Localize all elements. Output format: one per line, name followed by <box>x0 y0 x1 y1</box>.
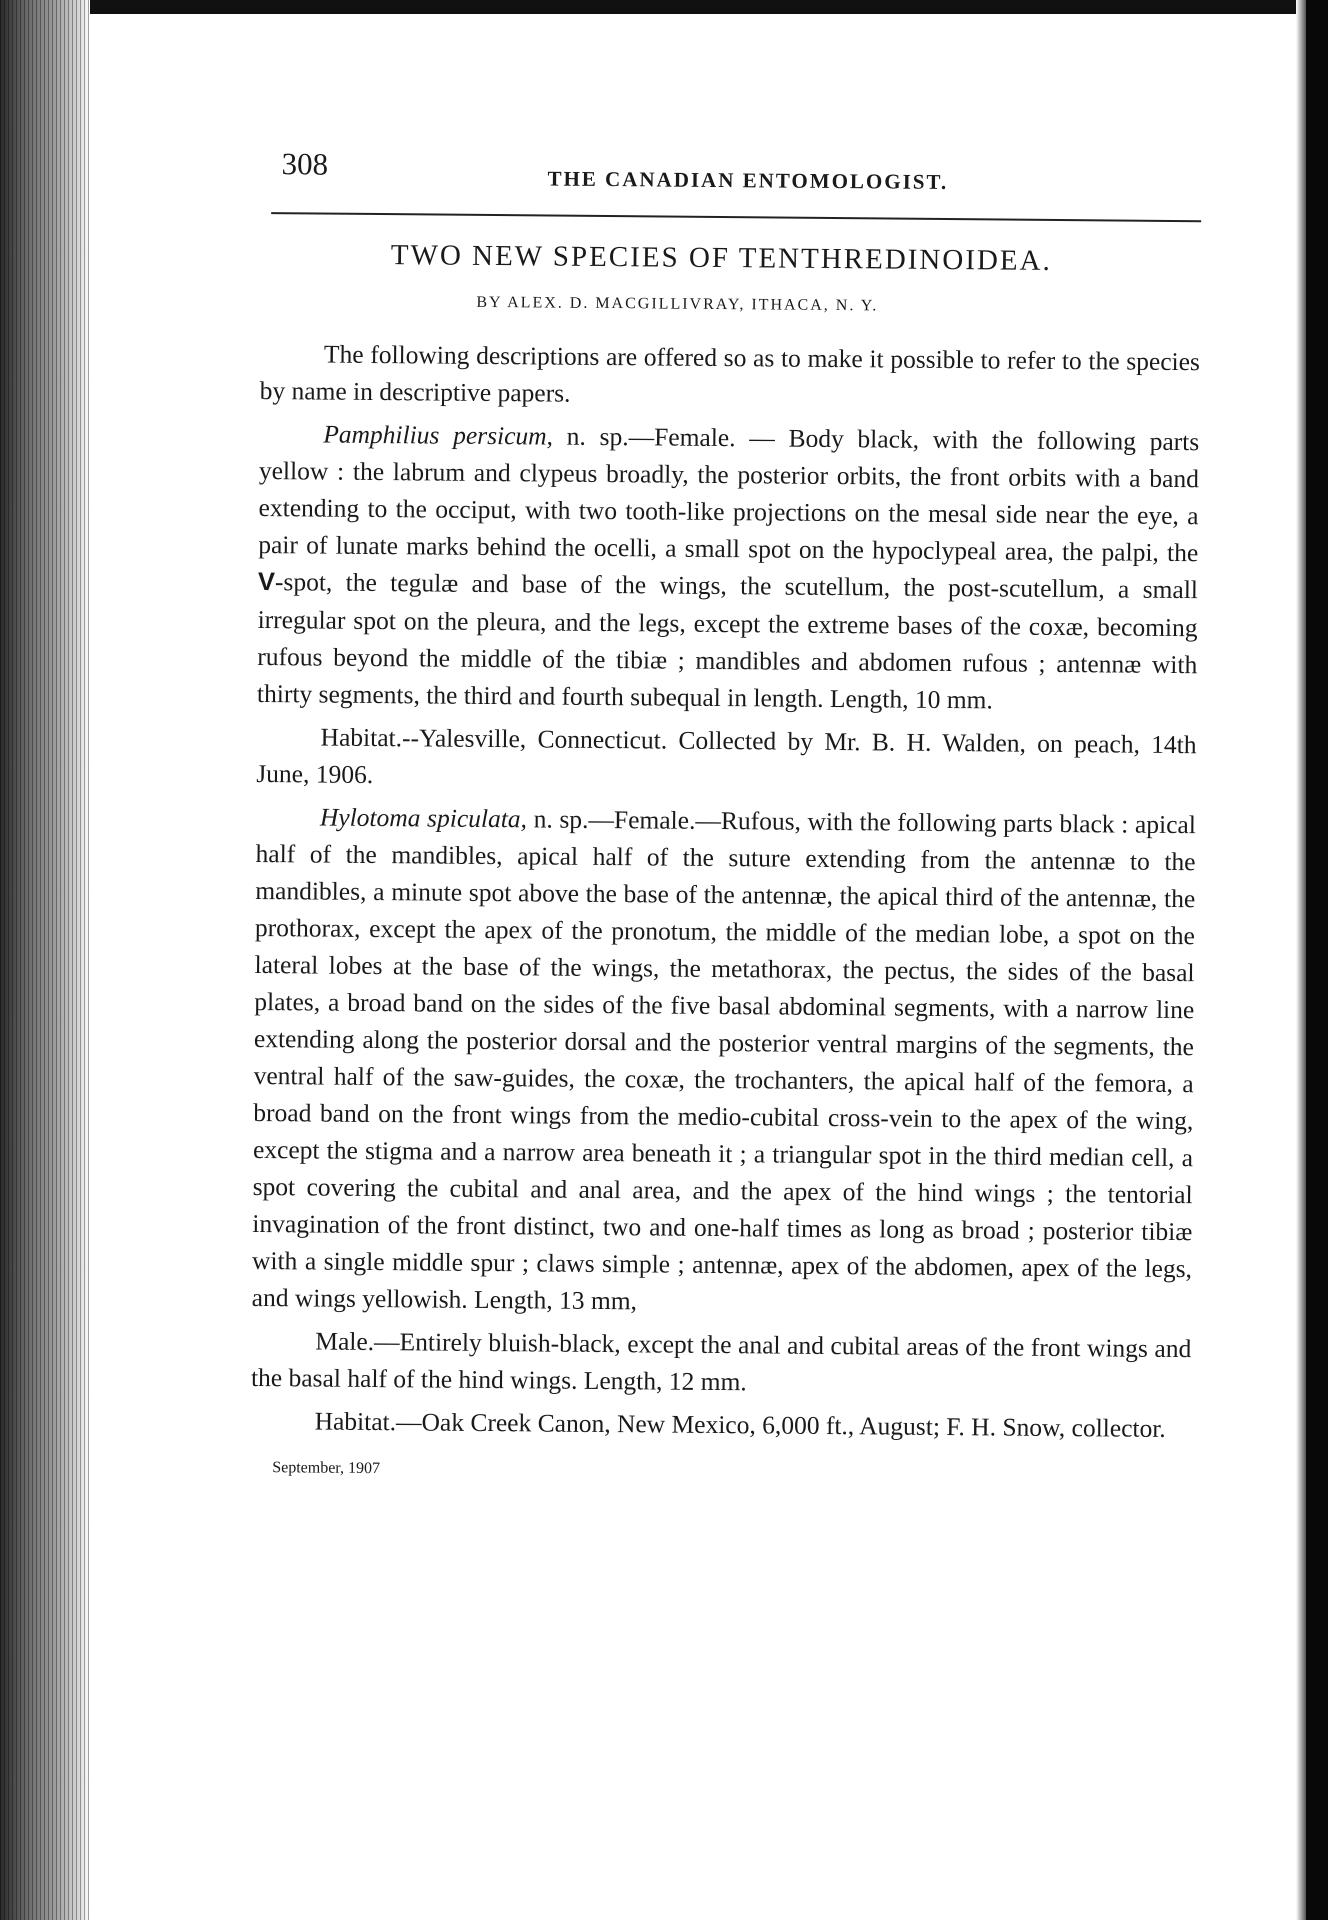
intro-paragraph: The following descriptions are offered so as to make it possible to refer to the species by name in descriptive papers. <box>259 339 1201 408</box>
article-body <box>250 335 1200 1494</box>
running-title: THE CANADIAN ENTOMOLOGIST. <box>547 166 949 194</box>
v-spot-glyph: V <box>257 567 276 597</box>
date-line: September, 1907 <box>272 1459 381 1478</box>
species2-habitat: Habitat.—Oak Creek Canon, New Mexico, 6,000 ft., August; F. H. Snow, collector. <box>314 1406 1166 1443</box>
species2-name: Hylotoma spiculata, <box>319 802 528 834</box>
byline: BY ALEX. D. MACGILLIVRAY, ITHACA, N. Y. <box>476 293 879 315</box>
species1-description <box>257 415 1200 720</box>
text-block <box>250 120 1212 1478</box>
species1-desc-a: n. sp.—Female. — Body black, with the following parts yellow : the labrum and clypeus broadly, the posterior orbits, the front orbits with a band extending to the occiput, with two tooth-like projections on the mesal side near the eye, a pair of lunate marks behind the ocelli, a small spot on the hypoclypeal area, the palpi, the <box>258 421 1200 568</box>
species1-name: Pamphilius persicum, <box>323 419 554 451</box>
species1-desc-b: -spot, the tegulæ and base of the wings, the scutellum, the post-scutellum, a small irregular spot on the pleura, and the legs, except the extreme bases of the coxæ, becoming rufous beyond the middle of the tibiæ ; mandibles and abdomen rufous ; antennæ with thirty segments, the third and fourth subequal in length. Length, 10 mm. <box>256 567 1199 715</box>
species2-desc: n. sp.—Female.—Rufous, with the following parts black : apical half of the mandibles, apical half of the suture extending from the antennæ to the mandibles, a minute spot above the base of the antennæ, the apical third of the antennæ, the prothorax, except the apex of the pronotum, the middle of the median lobe, a spot on the lateral lobes at the base of the wings, the metathorax, the pectus, the sides of the basal plates, a broad band on the sides of the five basal abdominal segments, with a narrow line extending along the posterior dorsal and the posterior ventral margins of the segments, the ventral half of the saw-guides, the coxæ, the trochanters, the apical half of the femora, a broad band on the front wings from the medio-cubital cross-vein to the apex of the wing, except the stigma and a narrow area beneath it ; a triangular spot in the third median cell, a spot covering the cubital and anal area, and the apex of the hind wings ; the tentorial invagination of the front distinct, two and one-half times as long as broad ; posterior tibiæ with a single middle spur ; claws simple ; antennæ, apex of the abdomen, apex of the legs, and wings yellowish. Length, 13 mm, <box>251 804 1196 1316</box>
scan-top-edge <box>0 0 1328 14</box>
header-rule <box>271 212 1201 222</box>
book-spine-edge <box>0 0 90 1920</box>
scan-right-edge <box>1306 0 1328 1920</box>
species2-description <box>252 798 1196 1324</box>
page-shadow <box>1296 0 1306 1920</box>
page-header <box>261 120 1212 208</box>
page-number: 308 <box>281 146 329 182</box>
species2-male: Male.—Entirely bluish-black, except the anal and cubital areas of the front wings and the basal half of the hind wings. Length, 12 mm. <box>250 1326 1192 1397</box>
species1-habitat: Habitat.--Yalesville, Connecticut. Collected by Mr. B. H. Walden, on peach, 14th June, 1906. <box>256 722 1197 789</box>
article-title: TWO NEW SPECIES OF TENTHREDINOIDEA. <box>390 239 1052 277</box>
